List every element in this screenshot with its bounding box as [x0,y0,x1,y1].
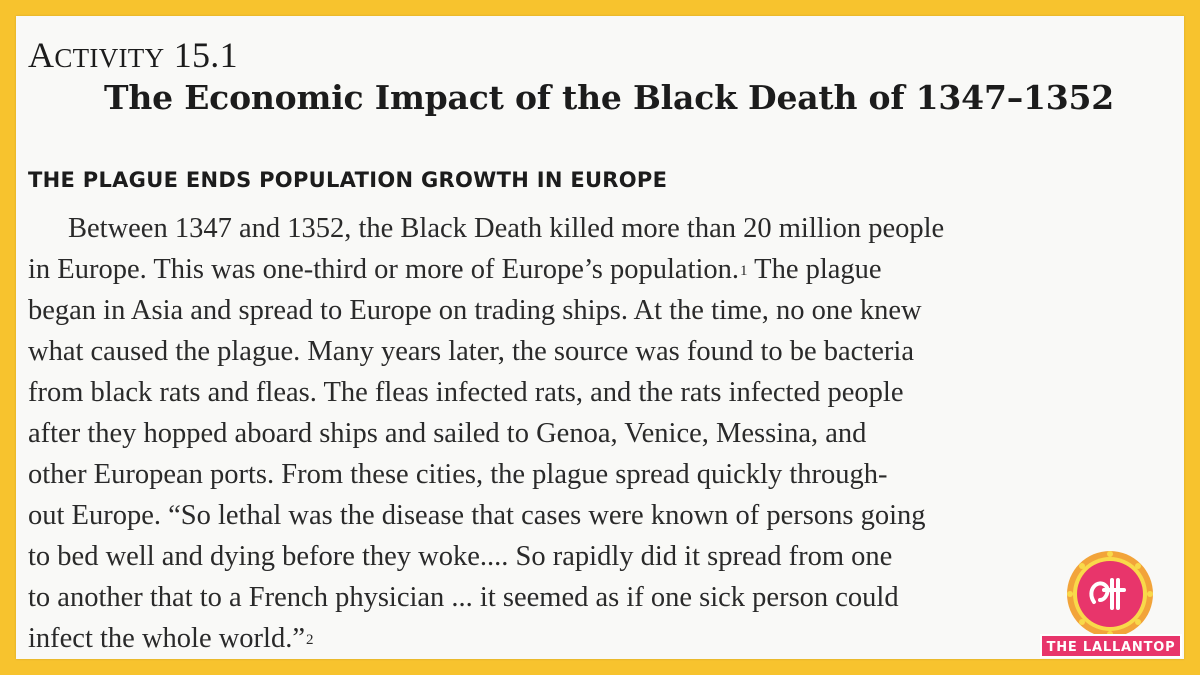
body-line-2-start: in Europe. This was one-third or more of Europe’s population. [28,254,740,285]
activity-label-first-letter: A [28,35,55,75]
section-heading: THE PLAGUE ENDS POPULATION GROWTH IN EUROPE [28,168,668,192]
activity-label-rest: CTIVITY [54,43,165,73]
body-line-2 [28,249,1184,290]
lallantop-logo-text: THE LALLANTOP [1040,634,1182,658]
body-line-10: to another that to a French physician ... it seemed as if one sick person could [28,582,899,613]
body-line-1: Between 1347 and 1352, the Black Death killed more than 20 million people [68,213,945,244]
page-title: The Economic Impact of the Black Death of 1347–1352 [104,78,1115,117]
body-line-8: out Europe. “So lethal was the disease that cases were known of persons going [28,500,926,531]
activity-number: 15.1 [173,35,238,75]
lallantop-logo [1040,550,1182,658]
footnote-marker-1: 1 [740,263,748,279]
body-line-2-end: The plague [747,254,882,285]
body-paragraph [28,208,1184,659]
activity-label [28,34,238,76]
body-line-9: to bed well and dying before they woke.... So rapidly did it spread from one [28,541,893,572]
body-line-3: began in Asia and spread to Europe on trading ships. At the time, no one knew [28,295,922,326]
body-line-5: from black rats and fleas. The fleas infected rats, and the rats infected people [28,377,904,408]
document-page [16,16,1184,659]
lallantop-badge-icon [1066,550,1154,638]
body-line-7: other European ports. From these cities, the plague spread quickly through- [28,459,888,490]
body-line-11-text: infect the whole world.” [28,623,305,654]
body-line-6: after they hopped aboard ships and sailed to Genoa, Venice, Messina, and [28,418,867,449]
body-line-4: what caused the plague. Many years later, the source was found to be bacteria [28,336,914,367]
body-line-11 [28,618,1184,659]
footnote-marker-2: 2 [305,632,314,648]
